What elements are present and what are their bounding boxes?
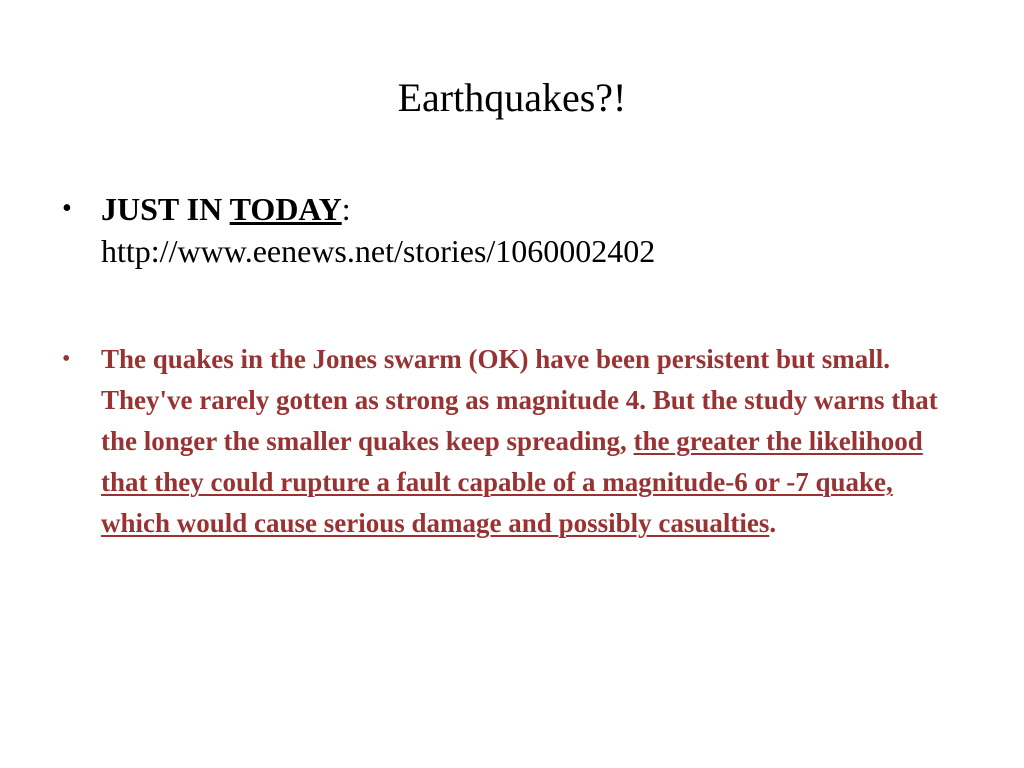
quote-intro: The quakes in the Jones swarm (OK) have been persistent but small. They've rarely gotten as strong as magnitude 4. But the study warns that the longer the smaller quakes keep spreading, [101,344,938,456]
news-url: http://www.eenews.net/stories/1060002402 [101,233,656,269]
today-label: TODAY [229,191,342,227]
quote-underlined: the greater the likelihood that they could rupture a fault capable of a magnitude-6 or -7 quake, which would cause serious damage and possibly casualties [101,426,923,538]
colon: : [341,191,351,227]
slide-title: Earthquakes?! [397,75,627,120]
bullet-text-just-in [101,188,961,272]
bullet-marker: • [62,193,72,224]
bullet-marker: • [62,346,71,372]
quote-end: . [769,508,777,538]
quote-text [101,339,961,544]
just-in-label: JUST IN [101,191,230,227]
